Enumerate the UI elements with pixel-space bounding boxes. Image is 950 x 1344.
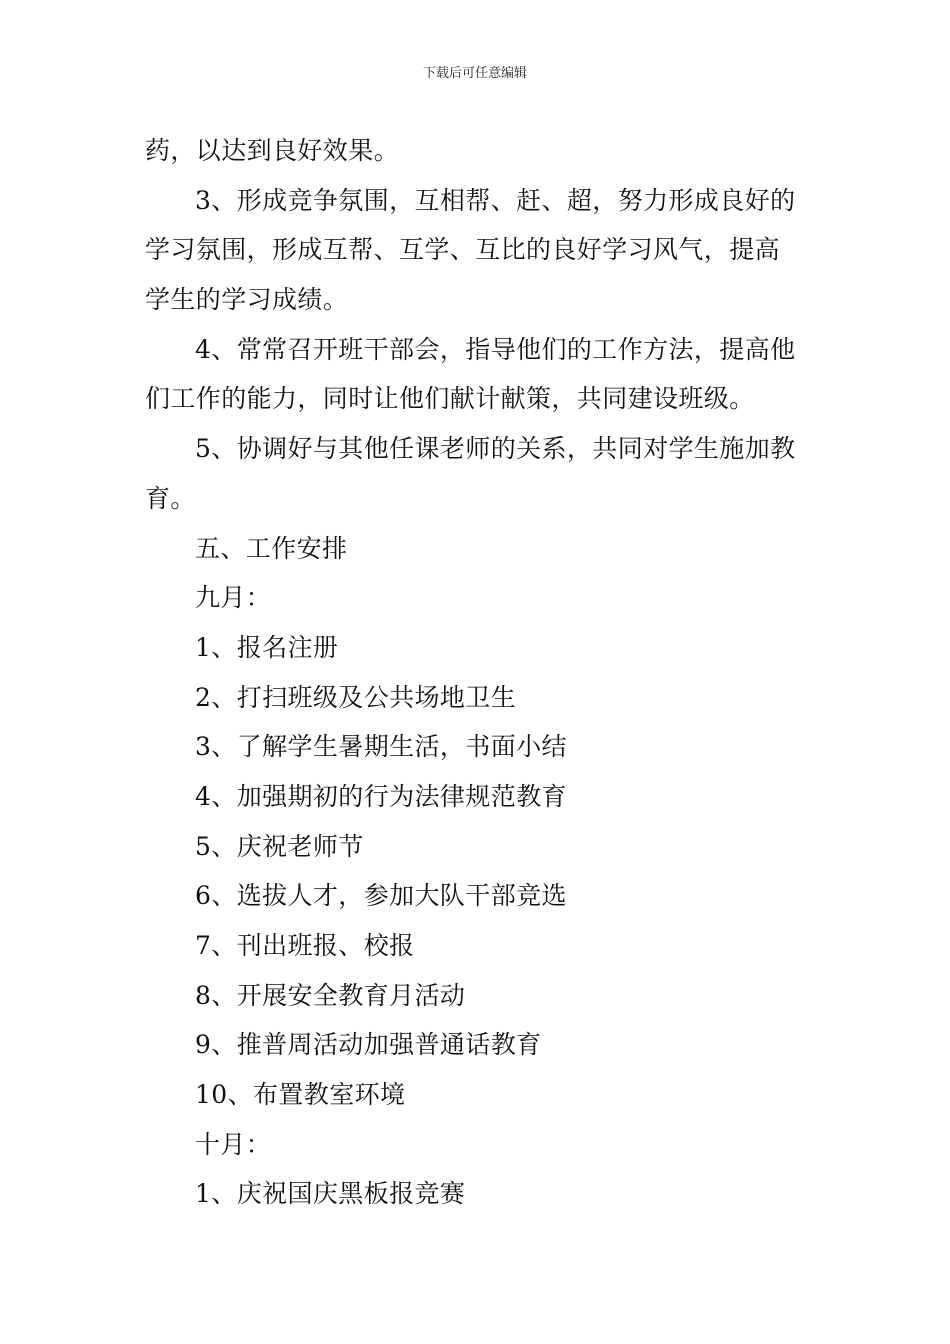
page-header: 下载后可任意编辑	[422, 66, 527, 81]
list-item: 7、刊出班报、校报	[195, 931, 415, 960]
list-item: 10、布置教室环境	[195, 1080, 406, 1110]
section-heading: 五、工作安排	[195, 533, 348, 563]
list-item: 1、庆祝国庆黑板报竞赛	[195, 1179, 466, 1209]
paragraph-line: 药，以达到良好效果。	[145, 136, 400, 165]
list-item: 4、加强期初的行为法律规范教育	[195, 781, 567, 811]
paragraph-line: 3、形成竞争氛围，互相帮、赶、超，努力形成良好的	[195, 185, 796, 215]
paragraph-line: 育。	[145, 483, 196, 513]
paragraph-line: 学习氛围，形成互帮、互学、互比的良好学习风气，提高	[145, 235, 781, 265]
list-item: 5、庆祝老师节	[195, 831, 364, 861]
paragraph-line: 5、协调好与其他任课老师的关系，共同对学生施加教	[195, 434, 796, 464]
list-item: 9、推普周活动加强普通话教育	[195, 1030, 542, 1060]
list-item: 1、报名注册	[195, 632, 339, 662]
list-item: 3、了解学生暑期生活，书面小结	[195, 732, 567, 762]
document-body	[145, 126, 810, 1219]
paragraph-line: 4、常常召开班干部会，指导他们的工作方法，提高他	[195, 334, 796, 364]
month-heading: 十月：	[195, 1129, 272, 1159]
month-heading: 九月：	[195, 583, 272, 613]
paragraph-line: 学生的学习成绩。	[145, 285, 349, 315]
paragraph-line: 们工作的能力，同时让他们献计献策，共同建设班级。	[145, 384, 755, 414]
list-item: 6、选拔人才，参加大队干部竞选	[195, 881, 567, 911]
list-item: 8、开展安全教育月活动	[195, 980, 466, 1010]
list-item: 2、打扫班级及公共场地卫生	[195, 682, 517, 712]
